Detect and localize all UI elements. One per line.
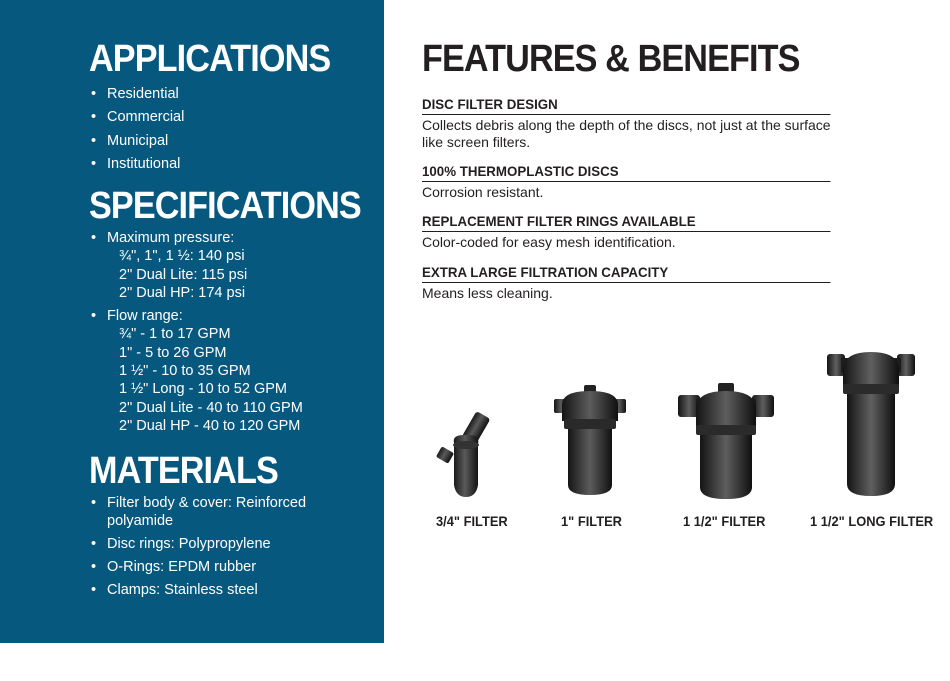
feature-desc: Color-coded for easy mesh identification. bbox=[422, 234, 676, 250]
spec-line: ¾" - 1 to 17 GPM bbox=[119, 326, 231, 343]
list-item bbox=[89, 307, 303, 435]
feature-desc: Corrosion resistant. bbox=[422, 184, 544, 200]
feature-desc: Means less cleaning. bbox=[422, 285, 553, 301]
applications-list bbox=[89, 83, 184, 176]
max-pressure-label: • Maximum pressure: bbox=[107, 230, 235, 246]
filter-1-5-long-icon bbox=[827, 350, 915, 500]
feature-heading: EXTRA LARGE FILTRATION CAPACITY bbox=[422, 264, 831, 283]
spec-line: 1" - 5 to 26 GPM bbox=[119, 344, 227, 361]
list-item: • O-Rings: EPDM rubber bbox=[89, 558, 329, 576]
features-title: FEATURES & BENEFITS bbox=[422, 38, 800, 80]
list-item: • Disc rings: Polypropylene bbox=[89, 535, 329, 553]
filter-1-icon bbox=[554, 385, 626, 497]
feature-replacement-rings bbox=[422, 213, 852, 251]
product-label: 1 1/2" FILTER bbox=[683, 513, 766, 529]
feature-disc-filter-design bbox=[422, 96, 852, 151]
feature-desc: Collects debris along the depth of the discs, not just at the surface like screen filters. bbox=[422, 117, 831, 150]
spec-line: 2" Dual Lite - 40 to 110 GPM bbox=[119, 399, 303, 416]
materials-title: MATERIALS bbox=[89, 450, 278, 492]
list-item: • Filter body & cover: Reinforced polyamide bbox=[89, 494, 329, 530]
applications-title: APPLICATIONS bbox=[89, 38, 331, 80]
product-label: 1 1/2" LONG FILTER bbox=[810, 513, 934, 529]
spec-line: 2" Dual HP - 40 to 120 GPM bbox=[119, 417, 301, 434]
product-label: 3/4" FILTER bbox=[436, 513, 508, 529]
spec-line: 1 ½" - 10 to 35 GPM bbox=[119, 363, 251, 380]
list-item: • Residential bbox=[89, 83, 184, 106]
feature-large-capacity bbox=[422, 264, 852, 302]
materials-list bbox=[89, 494, 329, 599]
list-item bbox=[89, 229, 303, 302]
feature-heading: REPLACEMENT FILTER RINGS AVAILABLE bbox=[422, 213, 831, 232]
list-item: • Clamps: Stainless steel bbox=[89, 581, 329, 599]
flow-range-label: • Flow range: bbox=[107, 308, 183, 325]
specifications-title: SPECIFICATIONS bbox=[89, 185, 361, 227]
spec-line: 1 ½" Long - 10 to 52 GPM bbox=[119, 381, 287, 398]
list-item: • Commercial bbox=[89, 106, 184, 129]
list-item: • Institutional bbox=[89, 153, 184, 176]
product-label: 1" FILTER bbox=[561, 513, 622, 529]
left-panel bbox=[0, 0, 384, 643]
list-item: • Municipal bbox=[89, 130, 184, 153]
feature-heading: DISC FILTER DESIGN bbox=[422, 96, 831, 115]
feature-heading: 100% THERMOPLASTIC DISCS bbox=[422, 163, 831, 182]
spec-line: 2" Dual HP: 174 psi bbox=[119, 284, 246, 301]
filter-3-4-icon bbox=[436, 405, 496, 500]
spec-line: ¾", 1", 1 ½: 140 psi bbox=[119, 248, 245, 265]
spec-line: 2" Dual Lite: 115 psi bbox=[119, 266, 248, 283]
filter-1-5-icon bbox=[678, 383, 774, 501]
specifications-list bbox=[89, 229, 303, 435]
feature-thermoplastic-discs bbox=[422, 163, 852, 201]
